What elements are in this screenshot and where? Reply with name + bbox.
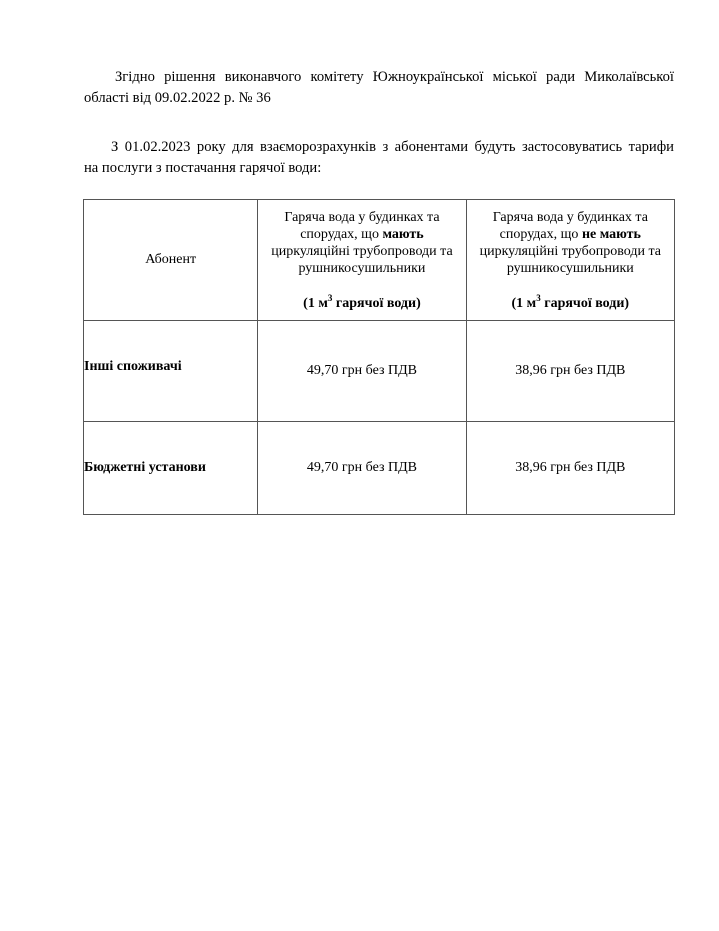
table-row — [84, 321, 675, 422]
abonent-name: Інші споживачі — [84, 321, 258, 422]
header-with-circulation-description: Гаряча вода у будинках та спорудах, що мають циркуляційні трубопроводи та рушникосушильники — [271, 209, 453, 276]
header-without-circulation — [466, 200, 674, 321]
intro-paragraph — [84, 67, 674, 109]
abonent-header: Абонент — [84, 200, 258, 321]
table-header-row — [84, 200, 675, 321]
intro-line-1: Згідно рішення виконавчого комітету Южноукраїнської міської ради Миколаївської — [115, 69, 674, 85]
tariff-without-circulation: 38,96 грн без ПДВ — [466, 422, 674, 515]
notice-line-1: З 01.02.2023 року для взаєморозрахунків з абонентами будуть застосовуватись тарифи — [111, 139, 674, 155]
tariff-table — [83, 199, 675, 515]
table-row — [84, 422, 675, 515]
header-without-circulation-unit: (1 $м^3$ гарячої води) — [511, 292, 630, 311]
header-without-circulation-emphasis: не мають — [581, 226, 641, 242]
notice-paragraph — [84, 137, 674, 179]
abonent-name: Бюджетні установи — [84, 422, 258, 515]
tariff-with-circulation: 49,70 грн без ПДВ — [258, 321, 466, 422]
header-with-circulation — [258, 200, 466, 321]
header-with-circulation-emphasis: мають — [382, 226, 424, 242]
notice-line-2: на послуги з постачання гарячої води: — [84, 160, 322, 176]
header-without-circulation-description: Гаряча вода у будинках та спорудах, що не мають циркуляційні трубопроводи та рушникосушильники — [479, 209, 662, 276]
tariff-without-circulation: 38,96 грн без ПДВ — [466, 321, 674, 422]
header-with-circulation-unit: (1 $м^3$ гарячої води) — [303, 292, 421, 311]
tariff-with-circulation: 49,70 грн без ПДВ — [258, 422, 466, 515]
intro-line-2: області від 09.02.2022 р. № 36 — [84, 90, 271, 106]
